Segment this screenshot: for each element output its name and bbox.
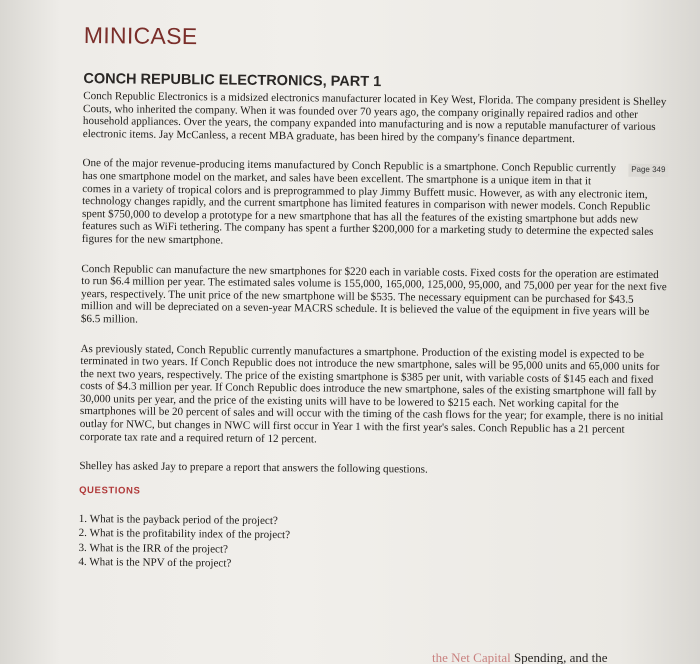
- minicase-content: [78, 22, 670, 576]
- questions-list: [78, 512, 665, 576]
- case-subtitle: CONCH REPUBLIC ELECTRONICS, PART 1: [83, 70, 382, 91]
- question-item: 2. What is the profitability index of the project?: [78, 527, 291, 542]
- page-note: Page 349: [628, 164, 668, 177]
- paragraph-existing-model: As previously stated, Conch Republic currently manufactures a smartphone. Production of the existing model is expected to be terminated in two years. If Conch Republic does not introduce the new smartphone, sales will be 95,000 units and 65,000 units for the next two years, respectively. The price of the existing smartphone is $385 per unit, with variable costs of $145 each and fixed costs of $4.3 million per year. If Conch Republic does introduce the new smartphone, sales of the existing smartphone will fall by 30,000 units per year, and the price of the existing units will have to be lowered to $215 each. Net working capital for the smartphones will be 20 percent of sales and will occur with the timing of the cash flows for the year; for example, there is no initial outlay for NWC, but changes in NWC will first occur in Year 1 with the first year's sales. Conch Republic has a 21 percent corporate tax rate and a required return of 12 percent.: [79, 342, 664, 446]
- cut-off-text: [432, 650, 607, 664]
- paragraph-costs: Conch Republic can manufacture the new smartphones for $220 each in variable costs. Fixed costs for the operation are estimated to run $6.4 million per year. The estimated sales volume is 155,000, 165,000, 125,000, 95,000, and 75,000 per year for the next five years, respectively. The unit price of the new smartphone will be $535. The necessary equipment can be purchased for $43.5 million and will be depreciated on a seven-year MACRS schedule. It is believed the value of the equipment in five years will be $6.5 million.: [80, 262, 667, 326]
- paragraph-smartphone: [82, 157, 669, 251]
- question-item: 1. What is the payback period of the project?: [78, 512, 278, 527]
- paragraph-request: Shelley has asked Jay to prepare a report that answers the following questions.: [79, 460, 428, 476]
- questions-heading: QUESTIONS: [79, 484, 141, 497]
- paragraph-smartphone-text: One of the major revenue-producing items manufactured by Conch Republic is a smartphone. Conch Republic currently has one smartphone model on the market, and sales have been excellent. The smartphone is a unique item in that it comes in a variety of tropical colors and is preprogrammed to play Jimmy Buffett music. However, as with any electronic item, technology changes rapidly, and the current smartphone has limited features in comparison with newer models. Conch Republic spent $750,000 to develop a prototype for a new smartphone that has all the features of the existing smartphone but adds new features such as WiFi tethering. The company has spent a further $200,000 for a marketing study to determine the expected sales figures for the new smartphone.: [81, 157, 654, 247]
- paragraph-intro: Conch Republic Electronics is a midsized electronics manufacturer located in Key West, Florida. The company president is Shelley Couts, who inherited the company. When it was founded over 70 years ago, the company originally repaired radios and other household appliances. Over the years, the company expanded into manufacturing and is now a reputable manufacturer of various electronic items. Jay McCanless, a recent MBA graduate, has been hired by the company's finance department.: [82, 89, 667, 145]
- question-item: 4. What is the NPV of the project?: [78, 556, 232, 570]
- cut-off-text-faded: the Net Capital: [432, 650, 511, 664]
- cut-off-text-rest: Spending, and the: [510, 650, 608, 664]
- question-item: 3. What is the IRR of the project?: [78, 541, 229, 556]
- page-title: MINICASE: [83, 22, 198, 50]
